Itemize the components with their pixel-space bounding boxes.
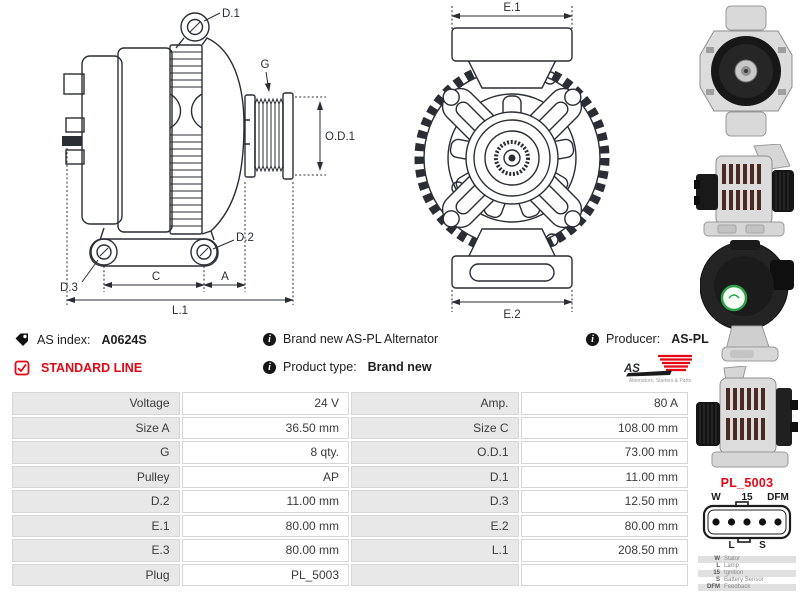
legend-desc: Lamp xyxy=(724,563,740,569)
spec-label: D.1 xyxy=(351,466,519,489)
as-index-row xyxy=(14,332,147,348)
legend-row xyxy=(698,563,796,570)
dim-label-c: C xyxy=(151,271,161,283)
spec-value: 80.00 mm xyxy=(521,515,689,538)
spec-value: 108.00 mm xyxy=(521,417,689,440)
plug-pin-legend xyxy=(698,556,796,591)
legend-desc: Feedback xyxy=(724,584,751,590)
legend-pin: W xyxy=(714,556,720,562)
spec-label: D.3 xyxy=(351,490,519,513)
legend-pin: S xyxy=(715,577,720,583)
spec-label: Plug xyxy=(12,564,180,587)
plug-panel xyxy=(698,476,796,591)
spec-value: 80.00 mm xyxy=(182,539,350,562)
producer-label: Producer: xyxy=(606,332,661,346)
dim-label-l1: L.1 xyxy=(172,305,188,317)
spec-row xyxy=(12,441,688,464)
pin-label-15: 15 xyxy=(741,492,753,503)
spec-row xyxy=(12,466,688,489)
legend-pin: L xyxy=(716,563,720,569)
spec-label: G xyxy=(12,441,180,464)
pin-label-l: L xyxy=(728,540,735,548)
spec-row xyxy=(12,539,688,562)
spec-value: 208.50 mm xyxy=(521,539,689,562)
tag-icon xyxy=(14,332,30,348)
pin-label-s: S xyxy=(759,540,766,548)
producer-value: AS-PL xyxy=(671,332,709,346)
legend-desc: Ignition xyxy=(724,570,744,576)
front-view-technical-drawing xyxy=(400,0,650,325)
spec-label: O.D.1 xyxy=(351,441,519,464)
plug-connector-diagram xyxy=(698,490,796,548)
legend-pin: 15 xyxy=(713,570,720,576)
dim-label-d2: D.2 xyxy=(236,232,254,244)
spec-row xyxy=(12,515,688,538)
spec-value: 11.00 mm xyxy=(182,490,350,513)
pin-label-dfm: DFM xyxy=(767,492,789,503)
brand-new-label: Brand new AS-PL Alternator xyxy=(283,332,439,346)
standard-line-row xyxy=(14,360,142,376)
spec-value: PL_5003 xyxy=(182,564,350,587)
product-photo-front xyxy=(696,3,796,139)
product-type-row xyxy=(263,360,432,374)
spec-label: E.2 xyxy=(351,515,519,538)
checkbox-checked-icon xyxy=(14,360,30,376)
dim-label-e1: E.1 xyxy=(503,2,521,14)
spec-value: 11.00 mm xyxy=(521,466,689,489)
dim-label-od1: O.D.1 xyxy=(325,131,356,143)
legend-pin: DFM xyxy=(707,584,720,590)
spec-label: Pulley xyxy=(12,466,180,489)
dim-label-e2: E.2 xyxy=(503,309,521,321)
spec-value xyxy=(521,564,689,587)
legend-row xyxy=(698,584,796,591)
spec-value: 8 qty. xyxy=(182,441,350,464)
standard-line-label: STANDARD LINE xyxy=(41,361,143,375)
side-view-technical-drawing xyxy=(8,0,368,330)
logo-tagline: Alternators, Starters & Parts xyxy=(628,378,692,384)
brand-new-row xyxy=(263,332,438,346)
legend-desc: Stator xyxy=(724,556,741,562)
spec-label: Size A xyxy=(12,417,180,440)
spec-value: 73.00 mm xyxy=(521,441,689,464)
pin-label-w: W xyxy=(711,492,721,503)
spec-label: Size C xyxy=(351,417,519,440)
dim-label-g: G xyxy=(260,59,270,71)
product-photo-rear xyxy=(700,240,796,364)
dim-label-a: A xyxy=(221,271,229,283)
info-icon: i xyxy=(263,361,276,374)
product-photo-side-right xyxy=(694,144,798,238)
info-icon: i xyxy=(263,333,276,346)
spec-label: Amp. xyxy=(351,392,519,415)
dim-label-d3: D.3 xyxy=(60,282,78,294)
spec-row xyxy=(12,392,688,415)
logo-text: AS xyxy=(624,363,640,375)
spec-value: 24 V xyxy=(182,392,350,415)
dim-label-d1: D.1 xyxy=(222,8,240,20)
product-type-value: Brand new xyxy=(367,360,432,374)
legend-row xyxy=(698,577,796,584)
product-photo-side-left xyxy=(694,366,798,470)
as-index-label: AS index: xyxy=(37,333,91,347)
spec-label: E.1 xyxy=(12,515,180,538)
spec-row xyxy=(12,564,688,587)
spec-table xyxy=(10,390,690,588)
spec-label: D.2 xyxy=(12,490,180,513)
plug-name: PL_5003 xyxy=(720,476,774,490)
spec-label: L.1 xyxy=(351,539,519,562)
legend-desc: Battery Sensor xyxy=(724,577,764,583)
spec-row xyxy=(12,417,688,440)
spec-value: 12.50 mm xyxy=(521,490,689,513)
producer-row xyxy=(586,332,709,346)
spec-label: E.3 xyxy=(12,539,180,562)
legend-row xyxy=(698,570,796,577)
spec-label xyxy=(351,564,519,587)
spec-value: 36.50 mm xyxy=(182,417,350,440)
product-type-label: Product type: xyxy=(283,360,357,374)
info-icon: i xyxy=(586,333,599,346)
spec-value: 80.00 mm xyxy=(182,515,350,538)
spec-row xyxy=(12,490,688,513)
as-index-value: A0624S xyxy=(101,333,147,347)
spec-value: AP xyxy=(182,466,350,489)
as-pl-logo xyxy=(622,350,696,384)
legend-row xyxy=(698,556,796,563)
spec-label: Voltage xyxy=(12,392,180,415)
spec-value: 80 A xyxy=(521,392,689,415)
